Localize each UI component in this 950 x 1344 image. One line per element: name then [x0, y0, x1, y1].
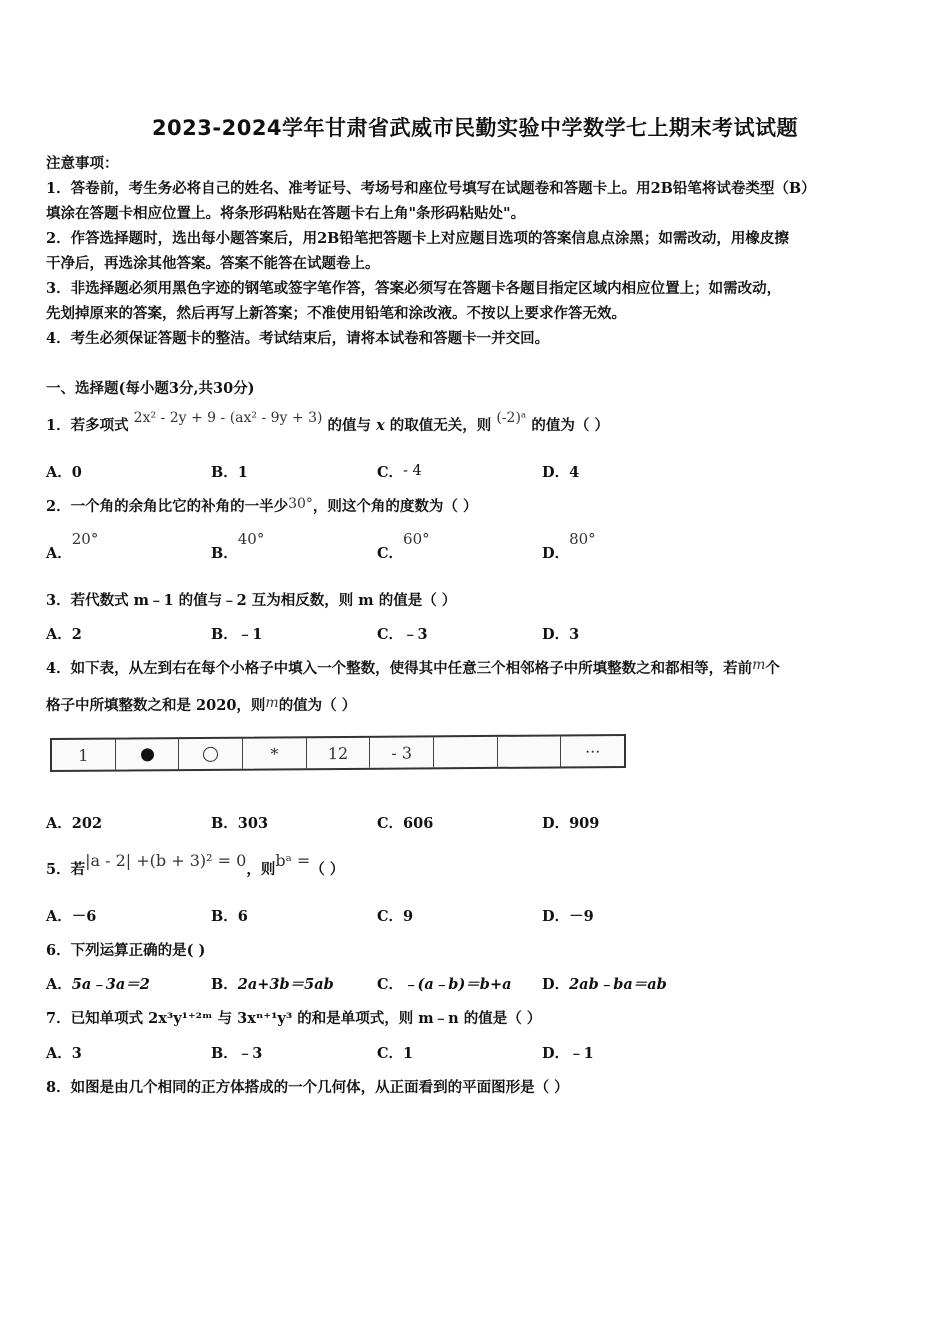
q6-option-d[interactable]: D．2ab﹣ba＝ab: [542, 976, 667, 993]
grid-cell-ellipsis: ···: [585, 741, 601, 761]
q2-post: ，则这个角的度数为（ ）: [312, 498, 478, 515]
question-1: [46, 410, 609, 435]
q1-expression-2: (-2)ᵃ: [496, 410, 527, 426]
q6-option-c[interactable]: C．﹣(a﹣b)＝b+a: [377, 976, 512, 993]
grid-frame: [50, 734, 626, 772]
q5-option-d[interactable]: D．－9: [542, 908, 594, 925]
question-4-line-1: 4．如下表，从左到右在每个小格子中填入一个整数，使得其中任意三个相邻格子中所填整数之和都相等，若前m个: [46, 657, 780, 677]
page-title: 2023-2024学年甘肃省武威市民勤实验中学数学七上期末考试试题: [151, 116, 799, 140]
grid-cell-hollow-circle: [179, 739, 243, 769]
q3-option-c[interactable]: C．﹣3: [377, 626, 428, 643]
q2-angle: 30°: [288, 496, 313, 512]
q2-option-b[interactable]: B．40°: [211, 530, 265, 562]
q2-option-d[interactable]: D．80°: [542, 530, 596, 562]
q5-expression-2: bᵃ =: [275, 851, 311, 870]
q1-post: 的值为（ ）: [531, 417, 609, 434]
q4-option-c[interactable]: C．606: [377, 815, 434, 832]
q3-option-a[interactable]: A．2: [46, 626, 82, 643]
q4-option-b[interactable]: B．303: [211, 815, 269, 832]
q1-mid: 的值与: [327, 417, 372, 434]
number-grid-figure: [50, 724, 630, 776]
notice-line: 1．答卷前，考生务必将自己的姓名、准考证号、考场号和座位号填写在试题卷和答题卡上。用2B铅笔将试卷类型（B）: [46, 180, 816, 197]
q1-option-b[interactable]: B．1: [211, 464, 248, 481]
notice-line: 先划掉原来的答案，然后再写上新答案；不准使用铅笔和涂改液。不按以上要求作答无效。: [46, 305, 626, 322]
q4-m: m: [265, 695, 279, 711]
notice-line: 4．考生必须保证答题卡的整洁。考试结束后，请将本试卷和答题卡一并交回。: [46, 330, 550, 347]
q5-option-b[interactable]: B．6: [211, 908, 248, 925]
q1-option-a[interactable]: A．0: [46, 464, 82, 481]
question-4-line-2: 格子中所填整数之和是 2020，则m的值为（ ）: [46, 695, 357, 714]
q6-option-a[interactable]: A．5a﹣3a＝2: [46, 976, 150, 993]
q1-var: x: [376, 417, 385, 434]
grid-cell: - 3: [370, 737, 434, 767]
q4-m: m: [752, 657, 766, 673]
question-8: 8．如图是由几个相同的正方体搭成的一个几何体，从正面看到的平面图形是（ ）: [46, 1079, 569, 1096]
question-6: 6．下列运算正确的是( ): [46, 942, 206, 959]
question-5: 5．若|a - 2| +(b + 3)² = 0，则bᵃ =（ ）: [46, 851, 345, 878]
q2-option-c[interactable]: C．60°: [377, 530, 430, 562]
notice-line: 干净后，再选涂其他答案。答案不能答在试题卷上。: [46, 255, 380, 272]
q1-option-d[interactable]: D．4: [542, 464, 580, 481]
q3-option-b[interactable]: B．﹣1: [211, 626, 263, 643]
q4-option-d[interactable]: D．909: [542, 815, 600, 832]
q6-option-b[interactable]: B．2a+3b＝5ab: [211, 976, 334, 993]
question-7: 7．已知单项式 2x³y¹⁺²ᵐ 与 3xⁿ⁺¹y³ 的和是单项式，则 m﹣n 的值是（ ）: [46, 1010, 542, 1027]
grid-cell: *: [243, 738, 307, 768]
section-heading: 一、选择题(每小题3分,共30分): [46, 380, 255, 397]
q4-option-a[interactable]: A．202: [46, 815, 103, 832]
grid-cell: [434, 737, 498, 767]
q7-option-d[interactable]: D．﹣1: [542, 1045, 594, 1062]
question-2: [46, 495, 477, 516]
q7-option-b[interactable]: B．﹣3: [211, 1045, 263, 1062]
grid-cell: 12: [307, 738, 371, 768]
grid-cell: [498, 736, 562, 766]
filled-circle-icon: [141, 748, 154, 761]
notice-heading: 注意事项：: [46, 155, 119, 172]
q1-option-c[interactable]: C．- 4: [377, 463, 422, 481]
q3-option-d[interactable]: D．3: [542, 626, 580, 643]
q1-pre: 1．若多项式: [46, 417, 129, 434]
q5-option-a[interactable]: A．－6: [46, 908, 97, 925]
notice-line: 2．作答选择题时，选出每小题答案后，用2B铅笔把答题卡上对应题目选项的答案信息点涂黑；如需改动，用橡皮擦: [46, 230, 789, 247]
q5-option-c[interactable]: C．9: [377, 908, 414, 925]
notice-line: 3．非选择题必须用黑色字迹的钢笔或签字笔作答，答案必须写在答题卡各题目指定区域内相应位置上；如需改动，: [46, 280, 782, 297]
q2-option-a[interactable]: A．20°: [46, 530, 99, 562]
q5-expression: |a - 2| +(b + 3)² = 0: [85, 851, 247, 870]
question-3: 3．若代数式 m﹣1 的值与﹣2 互为相反数，则 m 的值是（ ）: [46, 592, 457, 609]
grid-cell-filled-dot: [116, 739, 180, 769]
grid-cell: 1: [52, 740, 116, 770]
q2-pre: 2．一个角的余角比它的补角的一半少: [46, 498, 289, 515]
hollow-circle-icon: [203, 746, 218, 761]
q7-option-c[interactable]: C．1: [377, 1045, 414, 1062]
q1-expression: 2x² - 2y + 9 - (ax² - 9y + 3): [133, 410, 323, 426]
q1-mid2: 的取值无关，则: [389, 417, 492, 434]
q7-option-a[interactable]: A．3: [46, 1045, 82, 1062]
notice-line: 填涂在答题卡相应位置上。将条形码粘贴在答题卡右上角"条形码粘贴处"。: [46, 205, 526, 222]
